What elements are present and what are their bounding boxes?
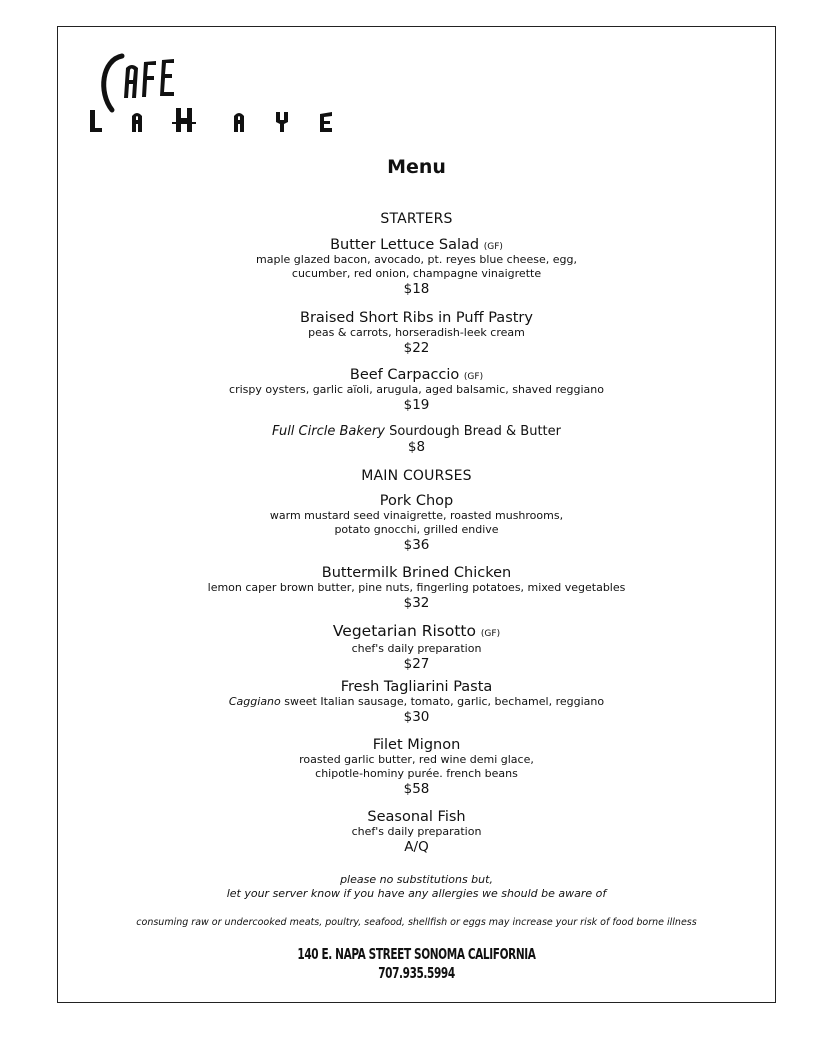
substitution-note <box>57 873 776 901</box>
page-title: Menu <box>387 156 446 178</box>
dish-price: $27 <box>403 656 430 672</box>
dish-description: crispy oysters, garlic aïoli, arugula, aged balsamic, shaved reggiano <box>229 383 604 396</box>
footer-contact <box>136 945 697 983</box>
gluten-free-tag: (GF) <box>483 242 503 252</box>
bakery-name: Full Circle Bakery <box>272 424 385 439</box>
menu-item-tagliarini-pasta <box>57 679 776 725</box>
dish-price: $8 <box>407 439 426 455</box>
dish-name: Braised Short Ribs in Puff Pastry <box>300 310 533 326</box>
dish-description: chipotle-hominy purée. french beans <box>315 767 518 780</box>
dish-description: sweet Italian sausage, tomato, garlic, bechamel, reggiano <box>284 695 605 708</box>
section-title-starters: STARTERS <box>380 211 453 227</box>
menu-item-sourdough-bread <box>57 424 776 455</box>
menu-item-braised-short-ribs <box>57 310 776 356</box>
dish-name: Fresh Tagliarini Pasta <box>340 679 493 695</box>
dish-description: warm mustard seed vinaigrette, roasted mushrooms, <box>269 509 564 522</box>
dish-price: $32 <box>403 595 430 611</box>
dish-name: Buttermilk Brined Chicken <box>321 565 512 581</box>
menu-item-filet-mignon <box>57 737 776 797</box>
dish-description: maple glazed bacon, avocado, pt. reyes blue cheese, egg, <box>256 253 577 266</box>
dish-price: $36 <box>403 537 430 553</box>
dish-name: Butter Lettuce Salad <box>330 237 480 253</box>
footer-address: 140 E. NAPA STREET SONOMA CALIFORNIA <box>297 945 536 963</box>
dish-price: $58 <box>403 781 430 797</box>
menu-item-buttermilk-chicken <box>57 565 776 611</box>
dish-price: $22 <box>403 340 430 356</box>
dish-description: lemon caper brown butter, pine nuts, fingerling potatoes, mixed vegetables <box>207 581 626 594</box>
gluten-free-tag: (GF) <box>463 372 484 382</box>
dish-price: $18 <box>403 281 430 297</box>
menu-item-butter-lettuce-salad <box>57 237 776 297</box>
gluten-free-tag: (GF) <box>480 629 501 639</box>
menu-item-seasonal-fish <box>57 809 776 855</box>
dish-name: Pork Chop <box>379 493 454 509</box>
dish-name: Sourdough Bread & Butter <box>389 424 561 439</box>
menu-item-beef-carpaccio <box>57 367 776 413</box>
dish-description: potato gnocchi, grilled endive <box>334 523 499 536</box>
dish-price: A/Q <box>404 839 429 855</box>
cafe-la-haye-logo <box>88 52 348 134</box>
dish-name: Seasonal Fish <box>367 809 466 825</box>
dish-description: chef's daily preparation <box>351 642 482 655</box>
dish-name: Beef Carpaccio <box>349 367 460 383</box>
dish-price: $19 <box>403 397 430 413</box>
dish-description: roasted garlic butter, red wine demi glace, <box>299 753 534 766</box>
menu-item-pork-chop <box>57 493 776 553</box>
dish-name: Filet Mignon <box>372 737 461 753</box>
dish-price: $30 <box>403 709 430 725</box>
dish-description: peas & carrots, horseradish-leek cream <box>308 326 525 339</box>
menu-item-vegetarian-risotto <box>57 624 776 672</box>
dish-description: chef's daily preparation <box>351 825 482 838</box>
food-safety-warning: consuming raw or undercooked meats, poultry, seafood, shellfish or eggs may increase your risk of food borne illness <box>136 917 697 928</box>
note-line: please no substitutions but, <box>340 873 493 886</box>
note-line: let your server know if you have any allergies we should be aware of <box>226 887 607 900</box>
dish-description: cucumber, red onion, champagne vinaigrette <box>291 267 542 280</box>
footer-phone: 707.935.5994 <box>378 964 455 982</box>
dish-name: Vegetarian Risotto <box>332 622 476 640</box>
section-title-main-courses: MAIN COURSES <box>361 468 472 484</box>
producer-name: Caggiano <box>228 695 281 708</box>
